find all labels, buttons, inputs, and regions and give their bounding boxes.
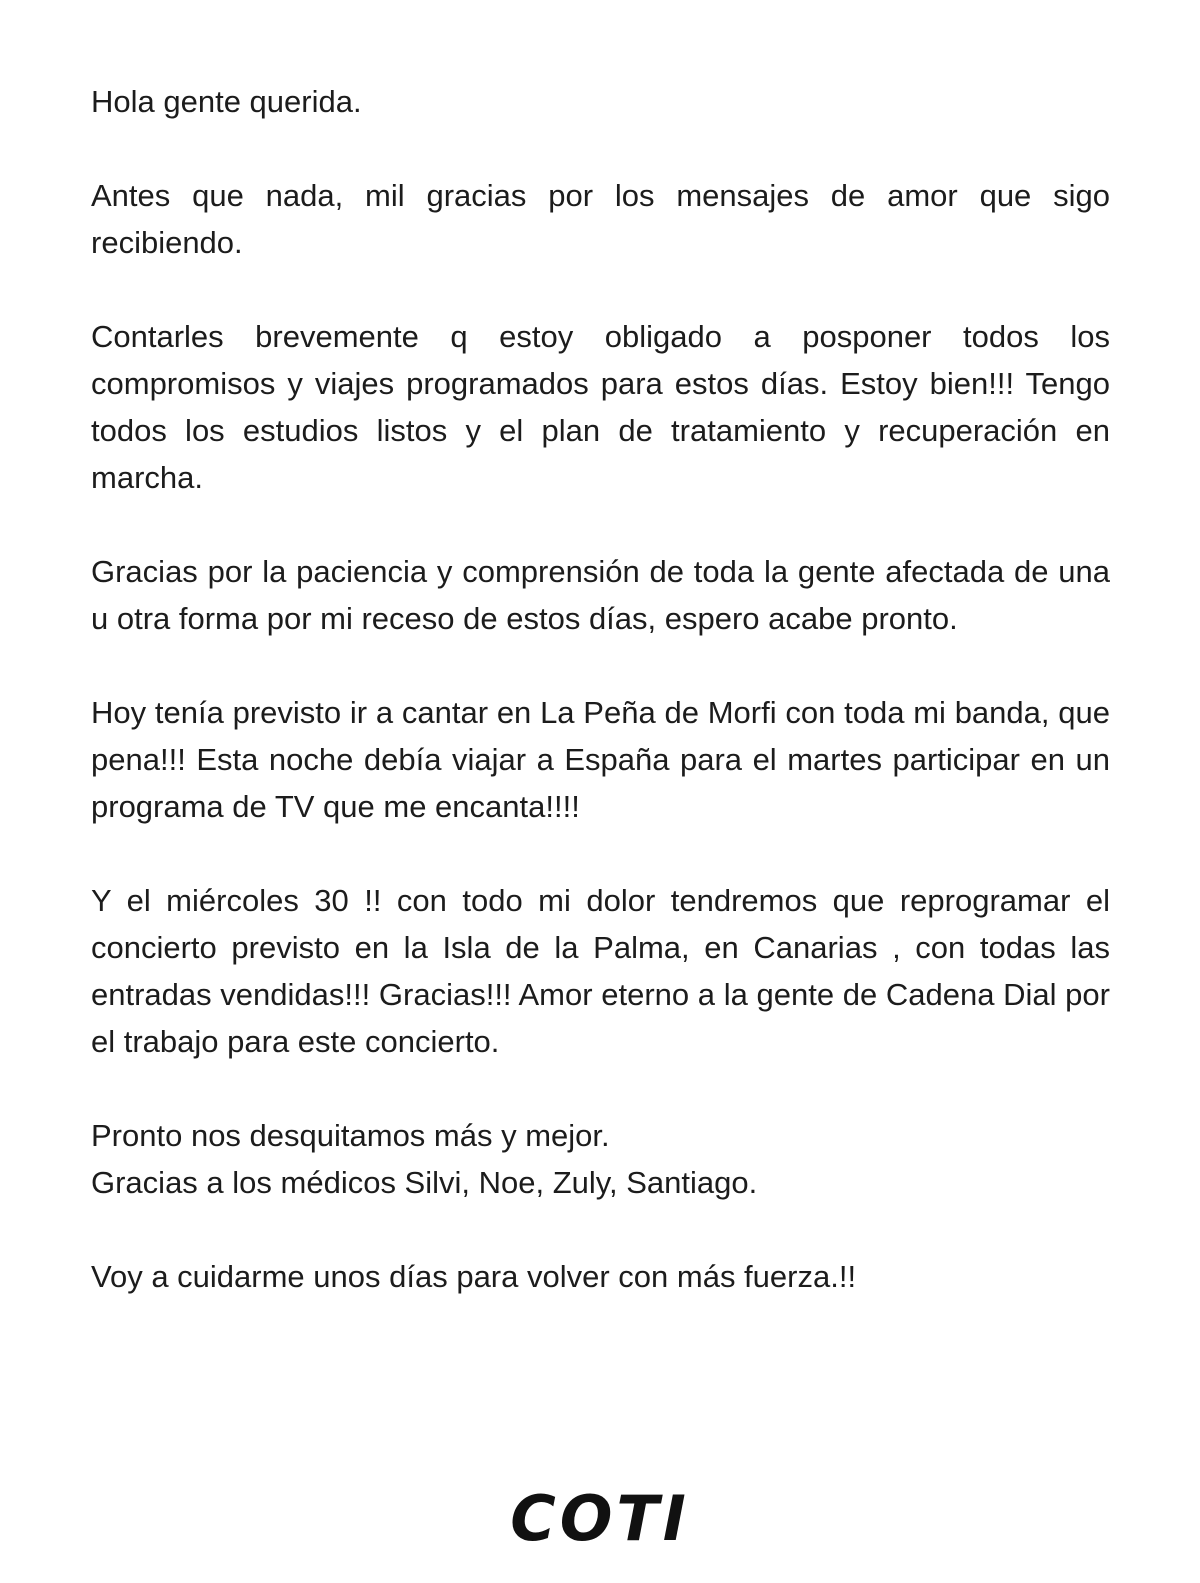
signature: COTI: [510, 1482, 690, 1555]
paragraph-thanks: Antes que nada, mil gracias por los mensajes de amor que sigo recibiendo.: [91, 178, 1110, 260]
paragraph-patience: Gracias por la paciencia y comprensión de toda la gente afectada de una u otra forma por mi receso de estos días, espero acabe pronto.: [91, 554, 1110, 636]
paragraph-postpone: Contarles brevemente q estoy obligado a posponer todos los compromisos y viajes programados para estos días. Estoy bien!!! Tengo todos los estudios listos y el plan de tratamiento y recuperación en marcha.: [91, 319, 1110, 495]
closing-block: [91, 1112, 1110, 1206]
greeting: Hola gente querida.: [91, 84, 362, 119]
closing-line-1: Pronto nos desquitamos más y mejor.: [91, 1118, 610, 1153]
farewell: Voy a cuidarme unos días para volver con más fuerza.!!: [91, 1259, 857, 1294]
letter-body: [91, 78, 1110, 1347]
closing-line-2: Gracias a los médicos Silvi, Noe, Zuly, Santiago.: [91, 1165, 758, 1200]
paragraph-plans: Hoy tenía previsto ir a cantar en La Peña de Morfi con toda mi banda, que pena!!! Esta noche debía viajar a España para el martes participar en un programa de TV que me encanta!!!!: [91, 695, 1110, 824]
paragraph-concert: Y el miércoles 30 !! con todo mi dolor tendremos que reprogramar el concierto previsto en la Isla de la Palma, en Canarias , con todas las entradas vendidas!!! Gracias!!! Amor eterno a la gente de Cadena Dial por el trabajo para este concierto.: [91, 883, 1110, 1059]
